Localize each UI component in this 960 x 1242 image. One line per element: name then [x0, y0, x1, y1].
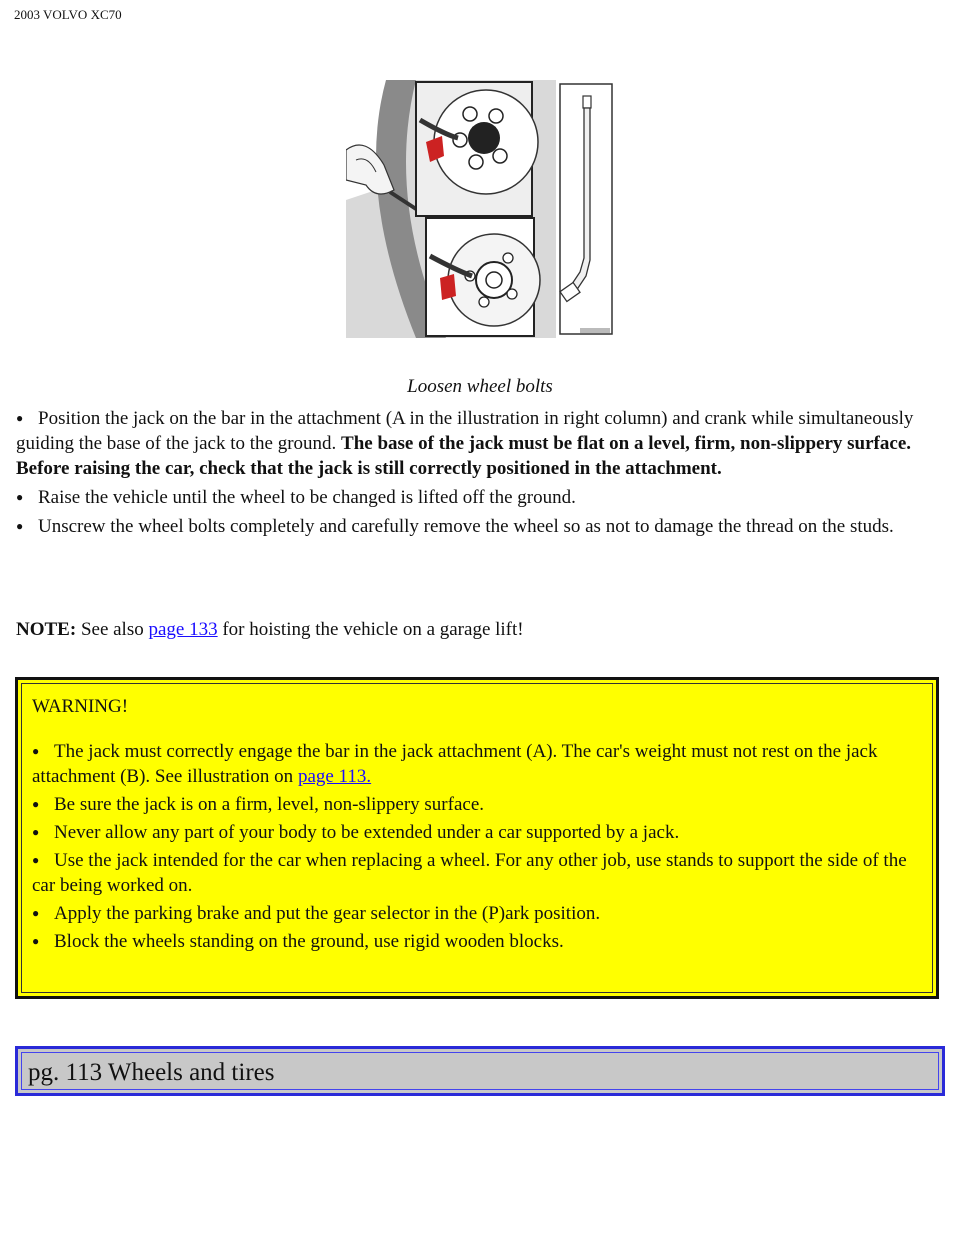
warning-box: [15, 677, 939, 999]
bullet-icon: ●: [32, 797, 40, 811]
bullet-icon: ●: [32, 934, 40, 948]
warning-title: WARNING!: [32, 696, 129, 717]
step-item: [16, 514, 946, 539]
bullet-icon: ●: [32, 825, 40, 839]
note-label: NOTE:: [16, 619, 77, 640]
warning-item: [32, 739, 922, 789]
document-header: 2003 VOLVO XC70: [14, 7, 122, 22]
step-text: Position the jack on the bar in the attachment (A in the illustration in right column) and crank while simultaneously guiding the base of the jack to the ground.: [16, 408, 914, 454]
page-113-link[interactable]: page 113.: [297, 766, 372, 787]
warning-item: [32, 848, 922, 898]
warning-item-text: Apply the parking brake and put the gear selector in the (P)ark position.: [54, 903, 601, 924]
instruction-steps: [16, 406, 946, 543]
note-paragraph: [16, 619, 524, 641]
step-item: [16, 485, 946, 510]
warning-item-text: Be sure the jack is on a firm, level, non-slippery surface.: [54, 794, 484, 815]
warning-item: [32, 929, 922, 954]
bullet-icon: ●: [32, 744, 40, 758]
warning-item-text: Block the wheels standing on the ground, use rigid wooden blocks.: [54, 931, 564, 952]
note-text-before: See also: [76, 619, 149, 640]
warning-item-text: Never allow any part of your body to be extended under a car supported by a jack.: [54, 822, 680, 843]
bullet-icon: ●: [16, 490, 24, 504]
step-item: [16, 406, 946, 481]
step-text: Raise the vehicle until the wheel to be changed is lifted off the ground.: [38, 487, 576, 508]
warning-item: [32, 901, 922, 926]
warning-item-text: Use the jack intended for the car when replacing a wheel. For any other job, use stands to support the side of the car being worked on.: [32, 850, 907, 896]
note-text-after: for hoisting the vehicle on a garage lift!: [217, 619, 524, 640]
bullet-icon: ●: [32, 853, 40, 867]
step-bold-text: The base of the jack must be flat on a level, firm, non-slippery surface. Before raising the car, check that the jack is still correctly positioned in the attachment.: [16, 433, 912, 479]
page-footer: [15, 1046, 945, 1096]
step-text: Unscrew the wheel bolts completely and carefully remove the wheel so as not to damage the thread on the studs.: [38, 516, 894, 537]
warning-item: [32, 820, 922, 845]
bullet-icon: ●: [16, 411, 24, 425]
warning-item: [32, 792, 922, 817]
figure-caption: Loosen wheel bolts: [407, 376, 553, 397]
bullet-icon: ●: [16, 519, 24, 533]
bullet-icon: ●: [32, 906, 40, 920]
page-footer-label: pg. 113 Wheels and tires: [21, 1052, 939, 1090]
page-133-link[interactable]: page 133: [148, 619, 218, 640]
warning-box-inner: [21, 683, 933, 993]
warning-item-text: The jack must correctly engage the bar in the jack attachment (A). The car's weight must not rest on the jack attachment (B). See illustration on: [32, 741, 878, 787]
wheel-bolt-illustration: [346, 80, 614, 338]
